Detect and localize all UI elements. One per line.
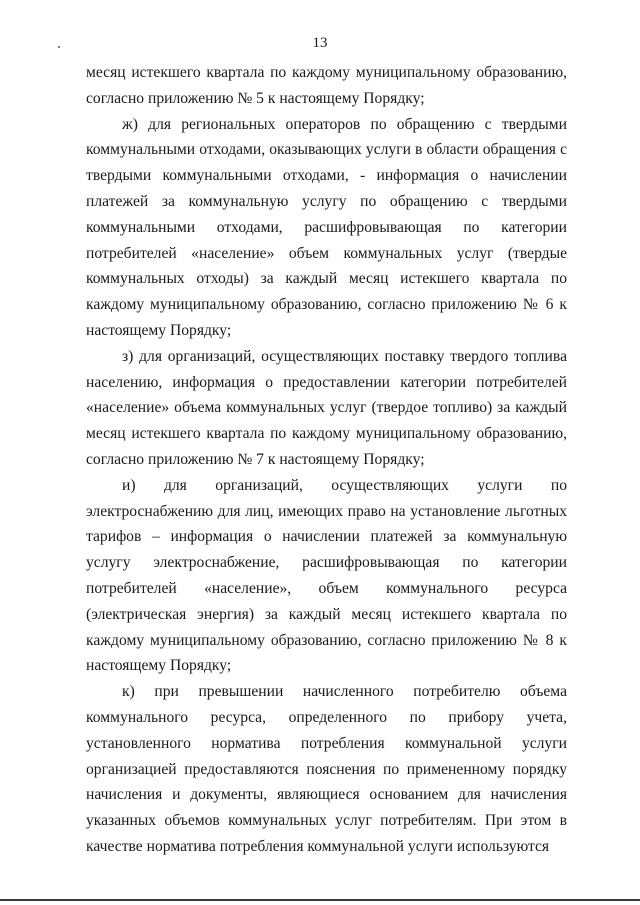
body-text <box>86 60 567 860</box>
paragraph-item-i: и) для организаций, осуществляющих услуги по электроснабжению для лиц, имеющих право на установление льготных тарифов – информация о начислении платежей за коммунальную услугу электроснабжение, расшифровывающая по категории потребителей «население», объем коммунального ресурса (электрическая энергия) за каждый месяц истекшего квартала по каждому муниципальному образованию, согласно приложению № 8 к настоящему Порядку; <box>86 476 567 675</box>
paragraph-item-k: к) при превышении начисленного потребителю объема коммунального ресурса, определенного по прибору учета, установленного норматива потребления коммунальной услуги организацией предоставляются пояснения по примененному порядку начисления и документы, являющиеся основанием для начисления указанных объемов коммунальных услуг потребителям. При этом в качестве норматива потребления коммунальной услуги используются <box>86 683 567 855</box>
paragraph-item-zh: ж) для региональных операторов по обращению с твердыми коммунальными отходами, оказывающих услуги в области обращения с твердыми коммунальными отходами, - информация о начислении платежей за коммунальную услугу по обращению с твердыми коммунальными отходами, расшифровывающая по категории потребителей «население» объем коммунальных услуг (твердые коммунальных отходы) за каждый месяц истекшего квартала по каждому муниципальному образованию, согласно приложению № 6 к настоящему Порядку; <box>86 115 567 339</box>
paragraph-item-z: з) для организаций, осуществляющих поставку твердого топлива населению, информация о предоставлении категории потребителей «население» объема коммунальных услуг (твердое топливо) за каждый месяц истекшего квартала по каждому муниципальному образованию, согласно приложению № 7 к настоящему Порядку; <box>86 347 567 468</box>
page-number: 13 <box>312 35 328 51</box>
paragraph-continuation: месяц истекшего квартала по каждому муниципальному образованию, согласно приложению № 5 к настоящему Порядку; <box>86 64 567 107</box>
scan-edge-line <box>0 899 640 901</box>
